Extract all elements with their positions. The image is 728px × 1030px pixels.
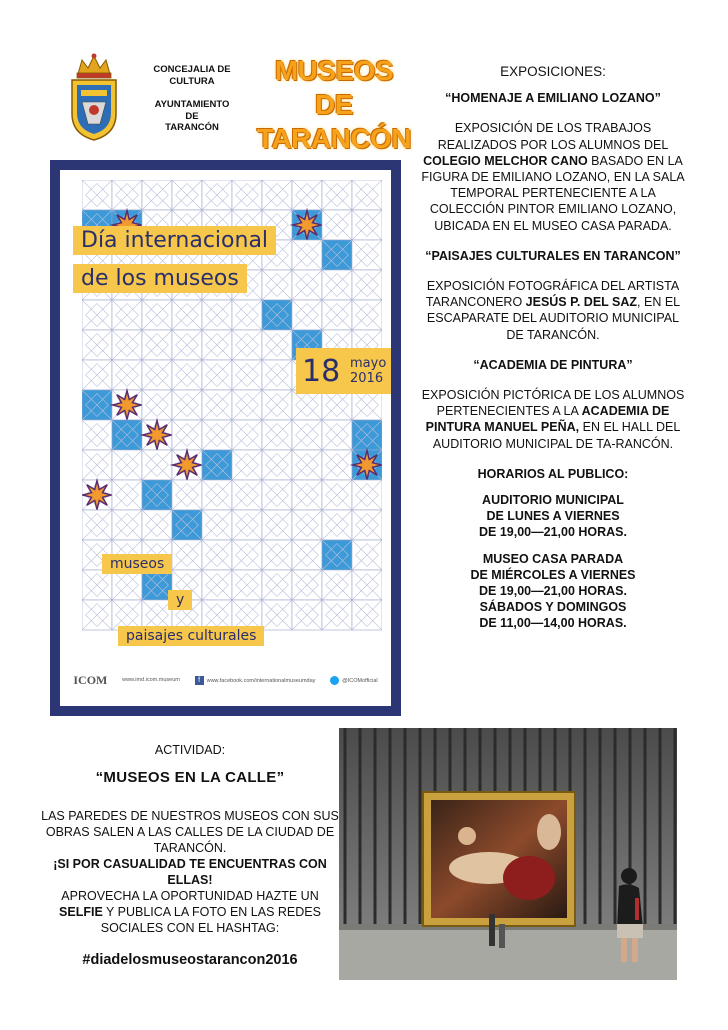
- poster-star: [83, 481, 112, 510]
- poster-title-line: Día internacional: [73, 226, 276, 255]
- poster-footer: [60, 654, 391, 706]
- org-line: CONCEJALIA DE: [153, 64, 231, 75]
- street-exhibit-photo: [339, 728, 677, 980]
- poster-day: 18: [302, 353, 341, 389]
- museum-day-poster: [50, 160, 401, 716]
- activity-paragraph: LAS PAREDES DE NUESTROS MUSEOS CON SUS OBRAS SALEN A LAS CALLES DE LA CIUDAD DE TARANCÓN.: [41, 809, 339, 855]
- activity-heading: ACTIVIDAD:: [154, 743, 226, 757]
- exhibition-title: “PAISAJES CULTURALES EN TARANCON”: [425, 248, 681, 263]
- poster-tag: paisajes culturales: [118, 626, 264, 646]
- activity-section: [40, 742, 340, 968]
- hours-block: AUDITORIO MUNICIPAL DE LUNES A VIERNES DE 19,00—21,00 HORAS.: [479, 493, 627, 540]
- exhibition-title: “HOMENAJE A EMILIANO LOZANO”: [445, 91, 661, 106]
- poster-star: [173, 451, 202, 480]
- organization-block: [140, 64, 244, 134]
- exhibition-description: EXPOSICIÓN FOTOGRÁFICA DEL ARTISTA TARANCONERO JESÚS P. DEL SAZ, EN EL ESCAPARATE DEL AUDITORIO MUNICIPAL DE TARANCÓN.: [425, 279, 681, 342]
- poster-tag: y: [168, 590, 192, 610]
- poster-website: www.imd.icom.museum: [122, 677, 180, 683]
- org-line: DE: [185, 110, 199, 122]
- hours-block: MUSEO CASA PARADA DE MIÉRCOLES A VIERNES DE 19,00—21,00 HORAS. SÁBADOS Y DOMINGOS DE 11,00—14,00 HORAS.: [470, 551, 636, 631]
- exhibition-description: EXPOSICIÓN PICTÓRICA DE LOS ALUMNOS PERTENECIENTES A LA ACADEMIA DE PINTURA MANUEL PEÑA, EN EL HALL DEL AUDITORIO MUNICIPAL DE TA-RANCÓN.: [421, 388, 685, 451]
- org-line: CULTURA: [169, 75, 215, 87]
- poster-star: [353, 451, 382, 480]
- poster-twitter: [330, 676, 377, 685]
- twitter-icon: [330, 676, 339, 685]
- hours-heading: HORARIOS AL PUBLICO:: [477, 466, 629, 481]
- page-title: [250, 54, 418, 156]
- title-line: TARANCÓN: [256, 123, 412, 154]
- poster-star: [113, 391, 142, 420]
- exhibition-title: “ACADEMIA DE PINTURA”: [473, 357, 633, 372]
- poster-star: [293, 211, 322, 240]
- facebook-icon: f: [195, 676, 204, 685]
- poster-date: [296, 348, 391, 394]
- org-line: AYUNTAMIENTO: [154, 99, 230, 110]
- exhibitions-column: [420, 64, 686, 642]
- poster-star: [143, 421, 172, 450]
- hashtag: #diadelosmuseostarancon2016: [82, 952, 298, 968]
- poster-year: 2016: [350, 371, 384, 386]
- coat-of-arms-logo: [64, 52, 124, 142]
- poster-title-line: de los museos: [73, 264, 247, 293]
- icom-logo: ICOM: [73, 672, 108, 687]
- title-line: DE: [315, 89, 353, 120]
- activity-paragraph: APROVECHA LA OPORTUNIDAD HAZTE UN SELFIE Y PUBLICA LA FOTO EN LAS REDES SOCIALES CON EL HASHTAG:: [59, 889, 321, 935]
- twitter-handle: @ICOMofficial: [342, 677, 378, 684]
- poster-tag: museos: [102, 554, 172, 574]
- poster-month: mayo: [350, 356, 387, 371]
- org-line: TARANCÓN: [165, 122, 219, 133]
- exhibition-description: EXPOSICIÓN DE LOS TRABAJOS REALIZADOS POR LOS ALUMNOS DEL COLEGIO MELCHOR CANO BASADO EN LA FIGURA DE EMILIANO LOZANO, EN LA SALA TEMPORAL PERTENECIENTE A LA COLECCIÓN PINTOR EMILIANO LOZANO, UBICADA EN EL MUSEO CASA PARADA.: [421, 121, 685, 233]
- activity-title: “MUSEOS EN LA CALLE”: [95, 769, 285, 786]
- exhibitions-heading: EXPOSICIONES:: [500, 64, 606, 79]
- activity-highlight: ¡SI POR CASUALIDAD TE ENCUENTRAS CON ELLAS!: [53, 857, 327, 887]
- facebook-url: www.facebook.com/internationalmuseumday: [206, 677, 316, 684]
- poster-facebook: [195, 676, 316, 685]
- title-line: MUSEOS: [274, 55, 394, 86]
